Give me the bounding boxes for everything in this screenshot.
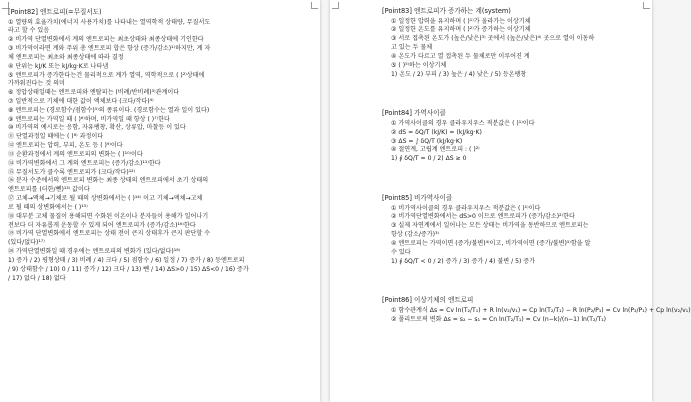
text-line: ⑱ 대부분 고체 물질이 용해되면 수화된 이온이나 분자들이 용해가 일어나기 — [8, 212, 209, 220]
text-line: ⑯ 분자 수준에서의 엔트로피 변화는 최종 상태의 엔트로피에서 초기 상태의 — [8, 177, 209, 185]
text-line: ④ 엔트로피는 가역이면 (증가/불변)⁴⁾이고, 비가역이면 (증가/불변)⁵⁾함을 알 — [391, 239, 591, 247]
document-page-left — [0, 0, 320, 402]
text-line: ② dS = δQ/T (kJ/K) = (kJ/kg·K) — [391, 128, 482, 136]
text-line: 1) 증가 / 2) 평형상태 / 3) 비례 / 4) 크다 / 5) 점함수 / 6) 일정 / 7) 증가 / 8) 등엔트로피 — [8, 256, 245, 264]
text-line: ③ 서로 접촉된 온도가 (높은/낮은)³⁾ 곳에서 (높은/낮은)⁴⁾ 곳으로 열이 이동하 — [391, 35, 595, 43]
document-page-right — [330, 0, 691, 402]
text-line: ② 비가역 단열변화에서 계의 엔트로피는 최초상태와 최종상태에 기인한다 — [8, 36, 204, 44]
text-line: ② 일정한 온도를 유지하며 ( )²⁾가 증가하는 이상기체 — [391, 26, 531, 34]
section-gap — [382, 79, 642, 109]
text-line: ③ ΔS = ∫ δQ/T (kJ/kg·K) — [391, 137, 463, 145]
text-line: ④ 단위는 kJ/K 또는 kJ/kg·K로 나타냄 — [8, 62, 109, 70]
text-line: 1) ∮ δQ/T = 0 / 2) ΔS ≥ 0 — [391, 155, 467, 163]
text-line: ⑪ 단열과정일 때에는 ( )⁸⁾ 과정이다 — [8, 133, 104, 141]
text-line: ④ 온도가 다르고 열 접촉된 두 물체로만 이루어진 계 — [391, 52, 530, 60]
text-line: 엔트로피를 (더한/뺀)¹³⁾ 값이다 — [8, 186, 90, 194]
text-line: 1) ∮ δQ/T < 0 / 2) 증가 / 3) 증가 / 4) 불변 / 5) 증가 — [391, 257, 536, 265]
section-title: [Point84] 가역사이클 — [382, 109, 446, 118]
text-line: ① 비가역사이클의 경우 클라우지우스 적분값은 ( )¹⁾이다 — [391, 204, 541, 212]
text-line: ① 가역사이클의 경우 클라우지우스 적분값은 ( )¹⁾이다 — [391, 119, 535, 127]
section-gap — [382, 266, 642, 296]
page-content — [382, 7, 691, 325]
text-line: ⑳ 가역단열변화일 때 경우에는 엔트로피의 변화가 (있다/없다)¹⁸⁾ — [8, 248, 181, 256]
text-line: 고 있는 두 물체 — [391, 44, 433, 52]
text-line: ⑮ 무질서도가 클수록 엔트로피가 (크다/작다)¹²⁾ — [8, 168, 136, 176]
text-line: ⑰ 고체→액체→기체로 될 때의 상변화에서는 ( )¹⁴⁾ 이고 기체→액체→고체 — [8, 195, 203, 203]
page-content — [8, 8, 314, 283]
text-line: 로 될 때의 상변화에서는 ( )¹⁵⁾ — [8, 203, 88, 211]
text-line: 가까워진다는 것 의미 — [8, 80, 65, 88]
text-line: / 17) 없다 / 18) 없다 — [8, 274, 66, 282]
text-line: ⑦ 일반적으로 기체에 대한 값이 액체보다 (크다/작다)⁴⁾ — [8, 98, 154, 105]
page-corner-mark — [332, 2, 339, 9]
text-line: 수 있다 — [391, 248, 411, 256]
text-line: 항상 (감소/증가)³⁾ — [391, 231, 440, 239]
text-line: 1) 온도 / 2) 부피 / 3) 높은 / 4) 낮은 / 5) 등온팽창 — [391, 70, 527, 78]
section-title: [Point82] 엔트로피(=무질서도) — [8, 8, 102, 16]
section-body — [8, 19, 314, 284]
text-line: ⑤ 엔트로피가 증가한다는건 물리적으로 계가 열역, 역학적으로 ( )²⁾상태에 — [8, 71, 205, 79]
page-corner-mark — [643, 2, 650, 9]
text-line: ⑫ 엔트로피는 압력, 부피, 온도 등 ( )⁹⁾이다 — [8, 142, 123, 150]
text-line: ⑧ 엔트로피는 (경로함수/점함수)⁵⁾의 종류이다. (경로함수는 열과 일이 있다) — [8, 106, 210, 114]
text-line: ② 비가역단열변화에서는 dS>0 이므로 엔트로피가 (증가/감소)²⁾한다 — [391, 213, 575, 221]
section-title: [Point83] 엔트로피가 증가하는 계(system) — [382, 7, 511, 15]
text-line: ③ 실제 자연계에서 일어나는 모든 상태는 비가역을 동반하므로 엔트로피는 — [391, 222, 589, 230]
text-line: 체 엔트로피는 최초와 최종상태에 따라 결정 — [8, 53, 124, 61]
text-line: ⑬ 순환과정에서 계의 엔트로피의 변화는 ( )¹⁰⁾이다 — [8, 150, 143, 158]
text-line: ⑥ 정압상태일때는 엔트로피와 엔탈피는 (비례/반비례)³⁾관계이다 — [8, 89, 180, 97]
text-line: ① 함수관계식 Δs = Cv ln(T₂/T₁) + R ln(v₂/v₁) = Cp ln(T₂/T₁) − R ln(P₂/P₁) = Cv ln(P₂/P₁) + Cp ln(v₂/v₁) — [391, 306, 691, 314]
text-line: ⑨ 엔트로피는 가역일 때 ( )⁶⁾하며, 비가역일 때 항상 ( )⁷⁾한다 — [8, 115, 170, 123]
text-line: ⑩ 비가역의 예시로는 응함, 자유팽창, 확산, 상류압, 마찰등 이 있다 — [8, 124, 186, 132]
text-line: ⑭ 비가역변화에서 그 계의 엔트로피는 (증가/감소)¹¹⁾한다 — [8, 159, 161, 167]
section-gap — [382, 164, 642, 194]
text-line: ⑲ 비가역 단열변화에서 엔트로피는 상태 전이 큰지 상태후가 큰지 판단할 수 — [8, 230, 211, 238]
text-line: ④ 절연계, 고립계 엔트로피 : ( )²⁾ — [391, 146, 480, 154]
text-line: 라고 할 수 있음 — [8, 27, 50, 35]
text-line: ③ 비가역이라면 계와 주위 총 엔트로피 합은 항상 (증가/감소)¹⁾하지만, 계 자 — [8, 45, 211, 53]
text-line: (있다/없다)¹⁷⁾ — [8, 239, 45, 247]
text-line: 전보다 더 자유롭게 운동할 수 있게 되어 엔트로피가 (증가/감소)¹⁶⁾한다 — [8, 221, 196, 229]
section-title: [Point86] 이상기체의 엔트로피 — [382, 296, 474, 305]
text-line: / 9) 상태함수 / 10) 0 / 11) 증가 / 12) 크다 / 13) 뺀 / 14) ΔS>0 / 15) ΔS<0 / 16) 증가 — [8, 265, 249, 273]
text-line: ② 폴리트로픽 변화 Δs = s₂ − s₁ = Cn ln(T₂/T₁) = Cv (n−k)/(n−1) ln(T₂/T₁) — [391, 315, 607, 323]
text-line: ⑤ ( )⁵⁾하는 이상기체 — [391, 61, 447, 69]
section-title: [Point85] 비가역사이클 — [382, 194, 453, 203]
text-line: ① 일정한 압력을 유지하며 ( )¹⁾가 올라가는 이상기체 — [391, 17, 531, 25]
text-line: ① 열량의 효율가치(에너지 사용가치)를 나타내는 열역학적 상태량, 무질서도 — [8, 18, 211, 26]
